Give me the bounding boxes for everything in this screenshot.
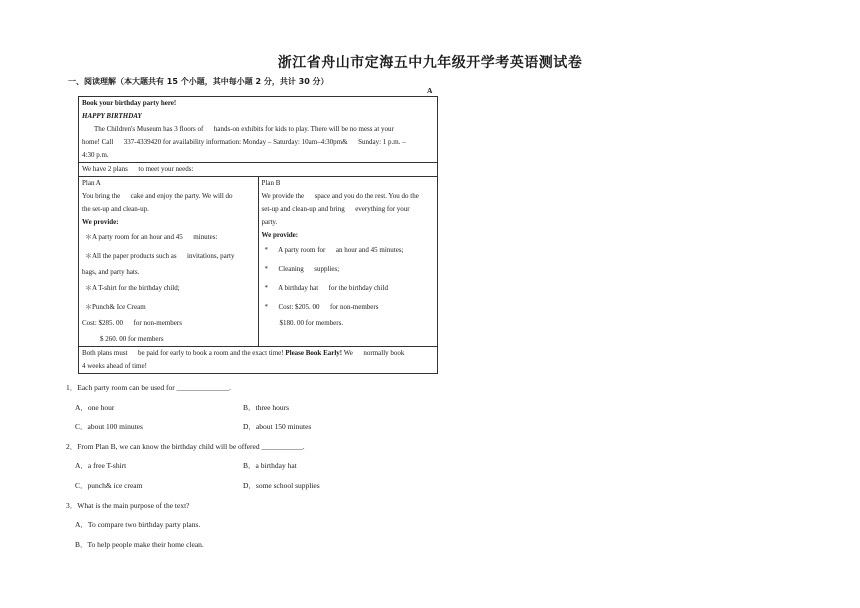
plans-table xyxy=(79,177,437,347)
plan-b-name: Plan B xyxy=(261,179,281,187)
plans-intro: We have 2 plans to meet your needs: xyxy=(79,163,437,177)
plan-a-item: ＊A T-shirt for the birthday child; xyxy=(85,284,180,292)
question-stem: 1．Each party room can be used for ______________. xyxy=(66,383,231,392)
answer-option[interactable]: C．punch& ice cream xyxy=(75,481,143,490)
plan-a-item: ＊A party room for an hour and 45 minutes: xyxy=(85,233,218,241)
question-stem: 3．What is the main purpose of the text? xyxy=(66,501,190,510)
plan-a-name: Plan A xyxy=(82,179,101,187)
footer-text: Both plans must be paid for early to book a room and the exact time! xyxy=(82,349,286,357)
plan-a-item: bags, and party hats. xyxy=(82,268,140,276)
passage-box xyxy=(78,96,438,374)
plan-a-item: ＊Punch& Ice Cream xyxy=(85,303,146,311)
plan-b-desc: party. xyxy=(261,218,278,226)
passage-intro-line: home! Call 337-4339420 for availability information: Monday – Saturday: 10am–4:30pm& Sunday: 1 p.m. – xyxy=(82,138,406,146)
passage-intro-line: 4:30 p.m. xyxy=(82,151,109,159)
answer-option[interactable]: D．about 150 minutes xyxy=(243,422,312,431)
plan-b xyxy=(259,177,438,346)
answer-option[interactable]: A．To compare two birthday party plans. xyxy=(75,520,201,529)
answer-option[interactable]: C．about 100 minutes xyxy=(75,422,143,431)
plan-a-desc: the set-up and clean-up. xyxy=(82,205,149,213)
answer-option[interactable]: B．three hours xyxy=(243,403,290,412)
plan-b-cost: $180. 00 for members. xyxy=(279,319,344,327)
passage-footer-line: 4 weeks ahead of time! xyxy=(82,362,147,370)
answer-option[interactable]: B．a birthday hat xyxy=(243,461,297,470)
passage-intro xyxy=(79,97,437,163)
plan-a xyxy=(79,177,259,346)
plan-a-provide-label: We provide: xyxy=(82,218,119,226)
plan-b-item: * Cost: $205. 00 for non-members xyxy=(264,303,379,311)
plan-b-provide-label: We provide: xyxy=(261,231,299,239)
question-stem: 2．From Plan B, we can know the birthday child will be offered ___________. xyxy=(66,442,305,451)
passage-letter: A xyxy=(427,86,433,95)
page-title: 浙江省舟山市定海五中九年级开学考英语测试卷 xyxy=(277,55,583,71)
plan-a-item: ＊All the paper products such as invitations, party xyxy=(85,252,235,260)
plan-b-desc: We provide the space and you do the rest. You do the xyxy=(261,192,419,200)
plan-a-cost: Cost: $285. 00 for non-members xyxy=(82,319,182,327)
passage-subheading: HAPPY BIRTHDAY xyxy=(82,112,142,120)
passage-footer-line xyxy=(82,347,434,360)
plan-b-item: * A birthday hat for the birthday child xyxy=(264,284,388,292)
plan-b-desc: set-up and clean-up and bring everything for your xyxy=(261,205,410,213)
answer-option[interactable]: A．one hour xyxy=(75,403,115,412)
answer-option[interactable]: A．a free T-shirt xyxy=(75,461,127,470)
footer-text: We normally book xyxy=(342,349,405,357)
plan-b-item: * Cleaning supplies; xyxy=(264,265,340,273)
passage-heading: Book your birthday party here! xyxy=(82,99,177,107)
plan-b-item: * A party room for an hour and 45 minutes; xyxy=(264,246,404,254)
passage-footer xyxy=(79,347,437,373)
section-heading: 一、阅读理解（本大题共有 15 个小题，其中每小题 2 分，共计 30 分） xyxy=(68,77,329,86)
footer-bold: Please Book Early! xyxy=(285,349,343,357)
passage-intro-line: The Children's Museum has 3 floors of hands-on exhibits for kids to play. There will be no mess at your xyxy=(94,125,394,133)
answer-option[interactable]: B．To help people make their home clean. xyxy=(75,540,204,549)
plan-a-cost: $ 260. 00 for members xyxy=(100,335,164,343)
answer-option[interactable]: D．some school supplies xyxy=(243,481,320,490)
plan-a-desc: You bring the cake and enjoy the party. We will do xyxy=(82,192,233,200)
